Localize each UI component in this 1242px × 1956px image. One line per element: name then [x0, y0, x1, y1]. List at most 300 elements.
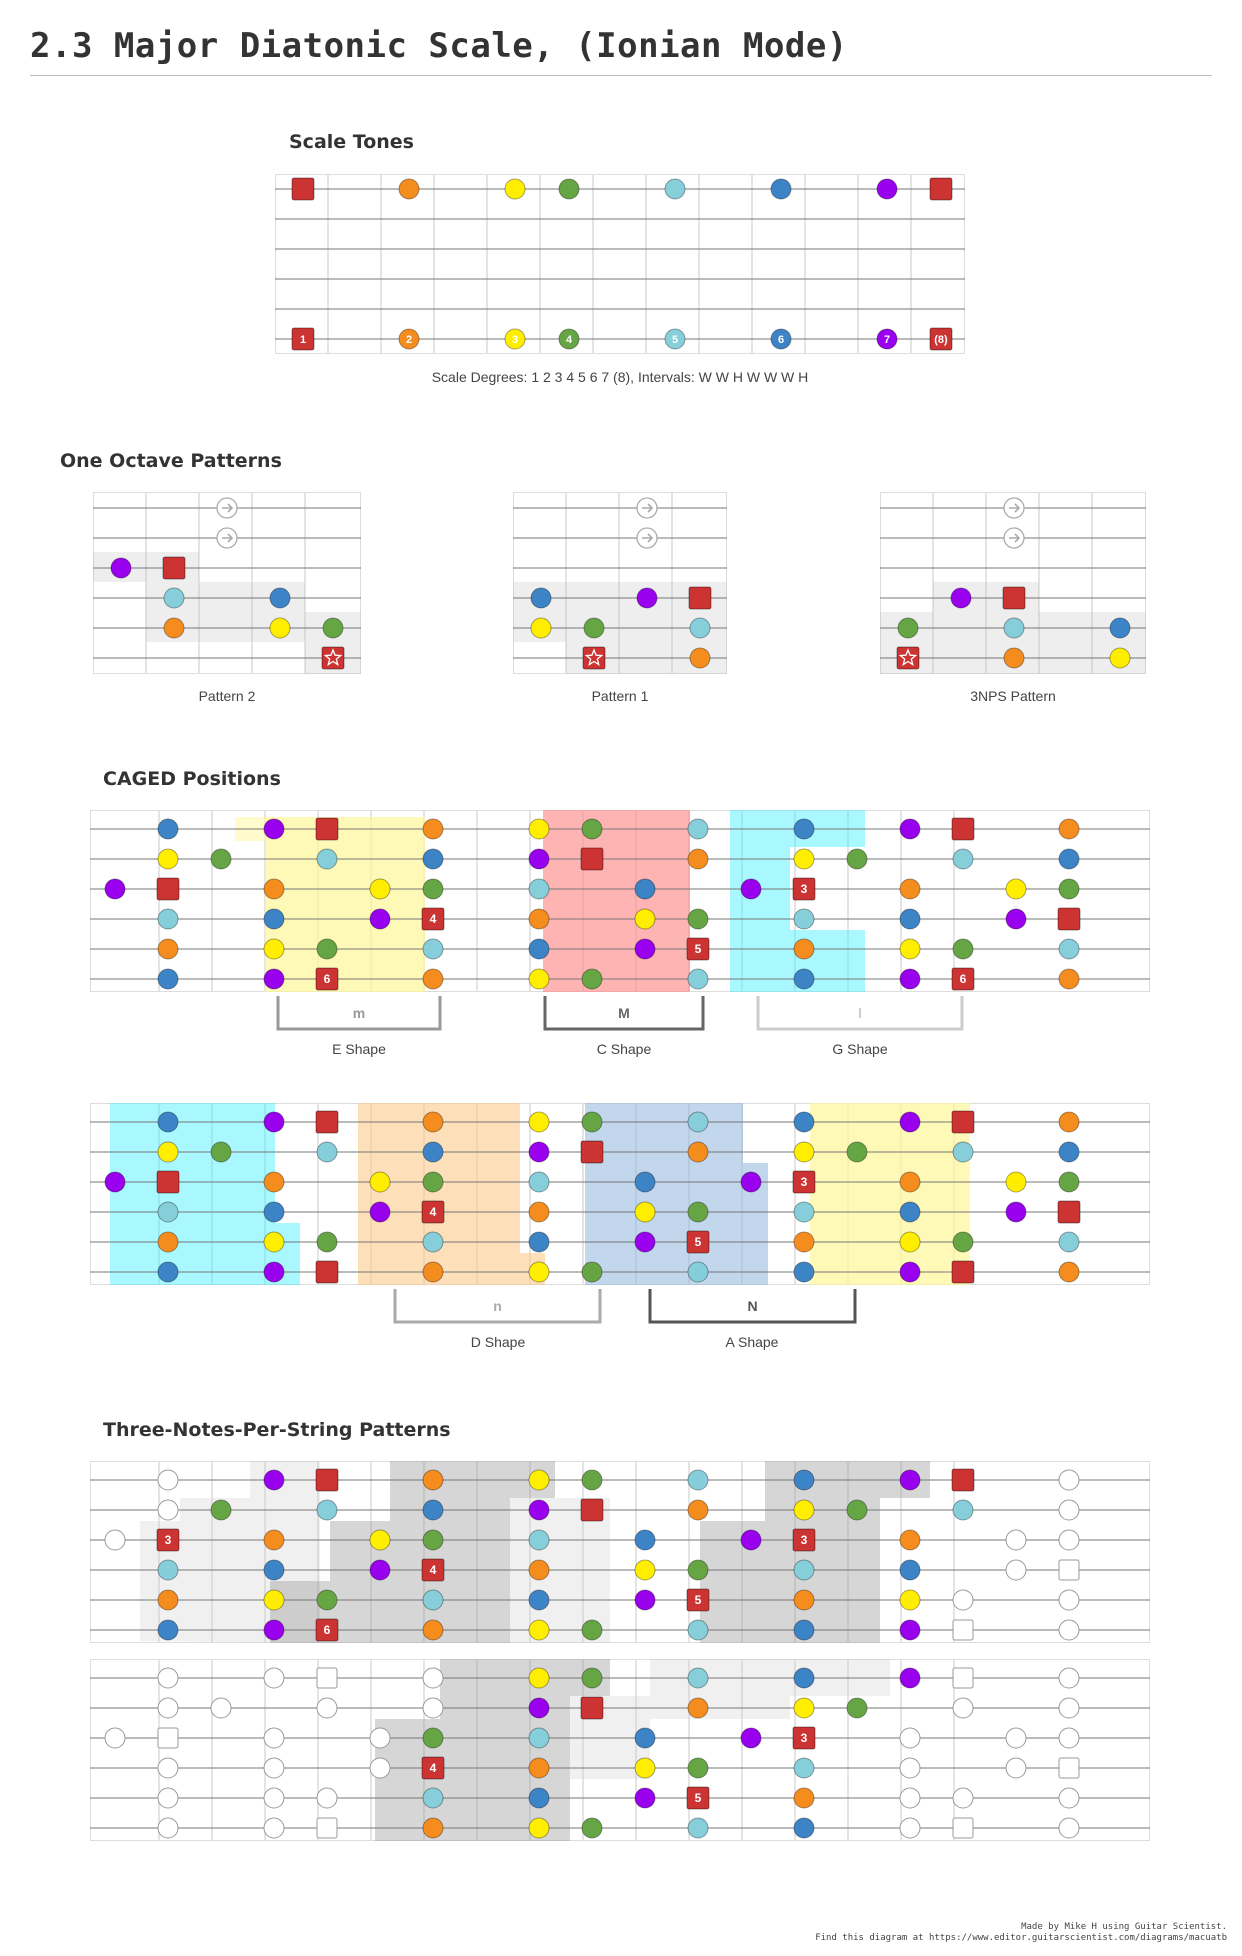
- note-degree-5: [317, 1500, 337, 1520]
- note-degree-4: [323, 618, 343, 638]
- note-degree-2: [688, 1142, 708, 1162]
- root-note: [952, 1469, 974, 1491]
- note-degree-4: [423, 1728, 443, 1748]
- note-degree-4: [582, 1668, 602, 1688]
- caption-pattern-3nps: 3NPS Pattern: [970, 688, 1056, 704]
- note-degree-7: [741, 1728, 761, 1748]
- root-note: [689, 587, 711, 609]
- note-degree-7: [529, 849, 549, 869]
- note-degree-3: [529, 1620, 549, 1640]
- note-degree-3: [270, 618, 290, 638]
- root-note-label: 5: [694, 1593, 702, 1607]
- empty-note: [1059, 1530, 1079, 1550]
- note-degree-6: [423, 1142, 443, 1162]
- note-degree-4: [847, 1500, 867, 1520]
- note-degree-2: [1059, 1112, 1079, 1132]
- note-degree-6: [531, 588, 551, 608]
- empty-root-note: [953, 1668, 973, 1688]
- note-degree-5: [665, 179, 685, 199]
- caption-scale-degrees: Scale Degrees: 1 2 3 4 5 6 7 (8), Intervals: W W H W W W H: [431, 369, 809, 385]
- note-degree-6: [1059, 1142, 1079, 1162]
- note-degree-2: [423, 819, 443, 839]
- note-degree-3: [505, 179, 525, 199]
- degree-label: 5: [671, 334, 679, 346]
- note-degree-6: [264, 1560, 284, 1580]
- note-degree-4: [582, 1620, 602, 1640]
- note-degree-3: [529, 1470, 549, 1490]
- root-note-label: 4: [429, 1205, 437, 1219]
- note-degree-7: [900, 1620, 920, 1640]
- root-note: [581, 1141, 603, 1163]
- root-note-label: 6: [323, 972, 331, 986]
- fretboard-pattern-3nps: [880, 492, 1146, 674]
- root-note: [292, 178, 314, 200]
- note-degree-3: [1110, 648, 1130, 668]
- degree-label: (8): [934, 334, 948, 346]
- note-degree-2: [158, 1590, 178, 1610]
- note-degree-6: [423, 1500, 443, 1520]
- note-degree-5: [529, 1172, 549, 1192]
- fretboard-tnps-2: [90, 1659, 1150, 1841]
- note-degree-3: [158, 1142, 178, 1162]
- root-note-label: 3: [800, 1731, 808, 1745]
- note-degree-5: [953, 849, 973, 869]
- note-degree-4: [688, 909, 708, 929]
- empty-note: [158, 1698, 178, 1718]
- degree-label: 2: [405, 334, 413, 346]
- note-degree-7: [264, 1470, 284, 1490]
- note-degree-7: [900, 969, 920, 989]
- note-degree-6: [900, 1202, 920, 1222]
- note-degree-3: [264, 1232, 284, 1252]
- e-shape-shading: [810, 1103, 970, 1285]
- root-note-label: 4: [429, 1761, 437, 1775]
- note-degree-6: [1110, 618, 1130, 638]
- note-degree-5: [688, 969, 708, 989]
- root-note-label: 3: [800, 1533, 808, 1547]
- empty-root-note: [953, 1818, 973, 1838]
- shape-caption: A Shape: [725, 1334, 779, 1350]
- note-degree-4: [847, 849, 867, 869]
- note-degree-2: [423, 1818, 443, 1838]
- note-degree-2: [1004, 648, 1024, 668]
- empty-note: [1059, 1470, 1079, 1490]
- note-degree-5: [529, 879, 549, 899]
- root-note: [1058, 1201, 1080, 1223]
- empty-note: [370, 1728, 390, 1748]
- empty-note: [1059, 1698, 1079, 1718]
- note-degree-6: [794, 969, 814, 989]
- note-degree-7: [635, 1788, 655, 1808]
- root-note: [316, 1111, 338, 1133]
- empty-note: [1006, 1758, 1026, 1778]
- empty-root-note: [317, 1668, 337, 1688]
- section-title-scale-tones: Scale Tones: [289, 131, 414, 153]
- note-degree-2: [690, 648, 710, 668]
- empty-note: [900, 1788, 920, 1808]
- note-degree-4: [898, 618, 918, 638]
- note-degree-7: [900, 819, 920, 839]
- empty-note: [1059, 1818, 1079, 1838]
- shape-bracket-label: n: [493, 1298, 502, 1314]
- empty-note: [105, 1728, 125, 1748]
- note-degree-3: [529, 1262, 549, 1282]
- section-title-tnps: Three-Notes-Per-String Patterns: [103, 1419, 451, 1441]
- note-degree-4: [688, 1560, 708, 1580]
- note-degree-7: [900, 1112, 920, 1132]
- note-degree-4: [584, 618, 604, 638]
- empty-note: [264, 1728, 284, 1748]
- note-degree-6: [529, 939, 549, 959]
- shape-caption: C Shape: [596, 1041, 652, 1057]
- note-degree-3: [635, 1560, 655, 1580]
- note-degree-2: [423, 1112, 443, 1132]
- note-degree-3: [158, 849, 178, 869]
- note-degree-4: [1059, 1172, 1079, 1192]
- empty-note: [158, 1500, 178, 1520]
- note-degree-3: [1006, 879, 1026, 899]
- empty-root-note: [1059, 1560, 1079, 1580]
- note-degree-2: [264, 1172, 284, 1192]
- shape-caption: E Shape: [332, 1041, 386, 1057]
- note-degree-3: [529, 1112, 549, 1132]
- note-degree-5: [423, 939, 443, 959]
- note-degree-5: [158, 909, 178, 929]
- empty-note: [1059, 1728, 1079, 1748]
- note-degree-6: [794, 1112, 814, 1132]
- note-degree-5: [794, 909, 814, 929]
- note-degree-4: [559, 179, 579, 199]
- note-degree-6: [1059, 849, 1079, 869]
- note-degree-6: [635, 1728, 655, 1748]
- note-degree-2: [794, 1590, 814, 1610]
- note-degree-3: [370, 879, 390, 899]
- note-degree-2: [164, 618, 184, 638]
- note-degree-7: [105, 1172, 125, 1192]
- note-degree-2: [158, 1232, 178, 1252]
- note-degree-6: [158, 1262, 178, 1282]
- note-degree-2: [529, 1758, 549, 1778]
- a-shape-shading: [585, 1103, 768, 1285]
- root-note-label: 6: [959, 972, 967, 986]
- note-degree-6: [794, 1818, 814, 1838]
- degree-label: 6: [777, 334, 785, 346]
- note-degree-6: [635, 1172, 655, 1192]
- empty-note: [1006, 1530, 1026, 1550]
- title-divider: [30, 75, 1212, 76]
- note-degree-7: [529, 1142, 549, 1162]
- shape-bracket-label: N: [747, 1298, 758, 1314]
- note-degree-2: [423, 969, 443, 989]
- root-note-label: 6: [323, 1623, 331, 1637]
- fretboard-caged-2: [90, 1103, 1150, 1353]
- note-degree-6: [529, 1232, 549, 1252]
- note-degree-4: [582, 1818, 602, 1838]
- empty-note: [953, 1698, 973, 1718]
- root-note-label: 5: [694, 1235, 702, 1249]
- note-degree-3: [370, 1530, 390, 1550]
- note-degree-7: [900, 1470, 920, 1490]
- note-degree-4: [953, 1232, 973, 1252]
- note-degree-3: [529, 819, 549, 839]
- empty-note: [1006, 1560, 1026, 1580]
- note-degree-7: [635, 1232, 655, 1252]
- note-degree-4: [688, 1758, 708, 1778]
- note-degree-6: [771, 179, 791, 199]
- note-degree-3: [794, 1142, 814, 1162]
- empty-root-note: [158, 1728, 178, 1748]
- fretboard-pattern-1: [513, 492, 727, 674]
- note-degree-6: [158, 819, 178, 839]
- degree-label: 3: [511, 334, 519, 346]
- root-note: [157, 1171, 179, 1193]
- note-degree-4: [317, 939, 337, 959]
- note-degree-6: [264, 909, 284, 929]
- note-degree-6: [264, 1202, 284, 1222]
- note-degree-3: [531, 618, 551, 638]
- note-degree-6: [158, 969, 178, 989]
- note-degree-5: [423, 1590, 443, 1610]
- empty-note: [1059, 1590, 1079, 1610]
- footer-credit-line: Made by Mike H using Guitar Scientist.: [1021, 1922, 1227, 1932]
- note-degree-2: [529, 909, 549, 929]
- note-degree-7: [264, 1262, 284, 1282]
- empty-root-note: [317, 1818, 337, 1838]
- note-degree-7: [1006, 1202, 1026, 1222]
- note-degree-6: [158, 1620, 178, 1640]
- note-degree-7: [741, 879, 761, 899]
- note-degree-3: [794, 849, 814, 869]
- note-degree-5: [794, 1202, 814, 1222]
- note-degree-2: [529, 1202, 549, 1222]
- note-degree-6: [270, 588, 290, 608]
- note-degree-2: [688, 849, 708, 869]
- empty-note: [1059, 1668, 1079, 1688]
- root-note: [163, 557, 185, 579]
- empty-note: [900, 1818, 920, 1838]
- root-note: [316, 818, 338, 840]
- footer-link-line[interactable]: Find this diagram at https://www.editor.guitarscientist.com/diagrams/macuatb: [815, 1933, 1227, 1943]
- shape-bracket-label: m: [352, 1005, 366, 1021]
- root-note: [952, 818, 974, 840]
- note-degree-5: [158, 1560, 178, 1580]
- note-degree-6: [529, 1788, 549, 1808]
- root-note: [952, 1261, 974, 1283]
- note-degree-7: [264, 969, 284, 989]
- root-note-label: 4: [429, 912, 437, 926]
- note-degree-5: [794, 1560, 814, 1580]
- root-note-label: 3: [164, 1533, 172, 1547]
- note-degree-2: [1059, 819, 1079, 839]
- root-note: [1058, 908, 1080, 930]
- note-degree-5: [794, 1758, 814, 1778]
- shape-caption: G Shape: [832, 1041, 888, 1057]
- note-degree-6: [794, 819, 814, 839]
- note-degree-4: [317, 1232, 337, 1252]
- root-note-label: 5: [694, 942, 702, 956]
- root-note-label: 3: [800, 1175, 808, 1189]
- note-degree-6: [794, 1262, 814, 1282]
- note-degree-4: [423, 1172, 443, 1192]
- note-degree-2: [688, 1500, 708, 1520]
- empty-note: [370, 1758, 390, 1778]
- note-degree-7: [635, 939, 655, 959]
- note-degree-2: [1059, 1262, 1079, 1282]
- page-title: 2.3 Major Diatonic Scale, (Ionian Mode): [30, 26, 848, 66]
- note-degree-7: [1006, 909, 1026, 929]
- empty-note: [264, 1788, 284, 1808]
- note-degree-4: [847, 1698, 867, 1718]
- note-degree-5: [688, 1470, 708, 1490]
- note-degree-6: [635, 1530, 655, 1550]
- note-degree-7: [529, 1500, 549, 1520]
- note-degree-5: [1059, 939, 1079, 959]
- root-note: [316, 1469, 338, 1491]
- root-note-label: 3: [800, 882, 808, 896]
- shape-bracket-label: M: [618, 1005, 630, 1021]
- fretboard-caged-1: [90, 810, 1150, 1060]
- empty-note: [264, 1668, 284, 1688]
- empty-note: [900, 1758, 920, 1778]
- empty-note: [1059, 1788, 1079, 1808]
- note-degree-3: [529, 1818, 549, 1838]
- note-degree-5: [529, 1530, 549, 1550]
- empty-note: [158, 1758, 178, 1778]
- empty-note: [264, 1818, 284, 1838]
- note-degree-2: [900, 1172, 920, 1192]
- root-note: [1003, 587, 1025, 609]
- note-degree-6: [158, 1112, 178, 1132]
- note-degree-5: [423, 1232, 443, 1252]
- caption-pattern-1: Pattern 1: [591, 688, 649, 704]
- note-degree-2: [264, 879, 284, 899]
- note-degree-7: [635, 1590, 655, 1610]
- empty-note: [264, 1758, 284, 1778]
- note-degree-7: [370, 909, 390, 929]
- empty-note: [158, 1668, 178, 1688]
- root-note: [581, 848, 603, 870]
- note-degree-4: [953, 939, 973, 959]
- degree-label: 4: [565, 334, 573, 346]
- c-shape-shading: [543, 810, 690, 992]
- note-degree-4: [582, 819, 602, 839]
- note-degree-7: [877, 179, 897, 199]
- note-degree-3: [1006, 1172, 1026, 1192]
- fretboard-scale-tones: [275, 174, 965, 354]
- note-degree-5: [688, 1112, 708, 1132]
- note-degree-3: [370, 1172, 390, 1192]
- note-degree-2: [900, 1530, 920, 1550]
- note-degree-3: [635, 1202, 655, 1222]
- note-degree-6: [794, 1620, 814, 1640]
- note-degree-7: [951, 588, 971, 608]
- note-degree-2: [794, 1232, 814, 1252]
- note-degree-3: [635, 1758, 655, 1778]
- note-degree-7: [264, 819, 284, 839]
- note-degree-2: [688, 1698, 708, 1718]
- degree-label: 7: [883, 334, 891, 346]
- note-degree-5: [688, 1818, 708, 1838]
- note-degree-5: [688, 1668, 708, 1688]
- empty-note: [317, 1698, 337, 1718]
- d-shape-shading: [358, 1103, 545, 1285]
- note-degree-2: [423, 1262, 443, 1282]
- note-degree-2: [423, 1470, 443, 1490]
- note-degree-7: [105, 879, 125, 899]
- root-note: [952, 1111, 974, 1133]
- note-degree-4: [1059, 879, 1079, 899]
- note-degree-2: [900, 879, 920, 899]
- note-degree-5: [690, 618, 710, 638]
- note-degree-6: [635, 879, 655, 899]
- note-degree-5: [164, 588, 184, 608]
- note-degree-2: [399, 179, 419, 199]
- note-degree-7: [111, 558, 131, 578]
- note-degree-7: [370, 1560, 390, 1580]
- note-degree-4: [211, 1142, 231, 1162]
- note-degree-6: [529, 1590, 549, 1610]
- root-note: [316, 1261, 338, 1283]
- note-degree-7: [741, 1530, 761, 1550]
- empty-note: [317, 1788, 337, 1808]
- note-degree-3: [900, 939, 920, 959]
- fretboard-frame: [276, 175, 965, 354]
- note-degree-3: [529, 969, 549, 989]
- empty-note: [1059, 1620, 1079, 1640]
- empty-root-note: [1059, 1758, 1079, 1778]
- note-degree-3: [635, 909, 655, 929]
- note-degree-5: [688, 1262, 708, 1282]
- note-degree-5: [953, 1142, 973, 1162]
- note-degree-2: [158, 939, 178, 959]
- note-degree-5: [529, 1728, 549, 1748]
- root-note: [930, 178, 952, 200]
- note-degree-3: [794, 1698, 814, 1718]
- note-degree-4: [423, 879, 443, 899]
- note-degree-7: [900, 1262, 920, 1282]
- note-degree-4: [582, 1470, 602, 1490]
- note-degree-6: [794, 1668, 814, 1688]
- note-degree-3: [264, 939, 284, 959]
- note-degree-2: [1059, 969, 1079, 989]
- fretboard-tnps-1: [90, 1461, 1150, 1643]
- empty-note: [158, 1788, 178, 1808]
- note-degree-5: [317, 1142, 337, 1162]
- empty-note: [1059, 1500, 1079, 1520]
- note-degree-4: [582, 1262, 602, 1282]
- note-degree-5: [688, 819, 708, 839]
- note-degree-7: [529, 1698, 549, 1718]
- root-note-label: 5: [694, 1791, 702, 1805]
- note-degree-5: [317, 849, 337, 869]
- note-degree-4: [211, 849, 231, 869]
- note-degree-2: [794, 939, 814, 959]
- empty-root-note: [953, 1620, 973, 1640]
- note-degree-4: [688, 1202, 708, 1222]
- root-note: [581, 1499, 603, 1521]
- note-degree-2: [529, 1560, 549, 1580]
- shape-caption: D Shape: [470, 1334, 526, 1350]
- degree-label: 1: [299, 334, 307, 346]
- root-note-label: 4: [429, 1563, 437, 1577]
- note-degree-4: [211, 1500, 231, 1520]
- note-degree-7: [637, 588, 657, 608]
- empty-note: [900, 1728, 920, 1748]
- note-degree-3: [794, 1500, 814, 1520]
- note-degree-6: [423, 849, 443, 869]
- note-degree-3: [900, 1232, 920, 1252]
- empty-note: [423, 1698, 443, 1718]
